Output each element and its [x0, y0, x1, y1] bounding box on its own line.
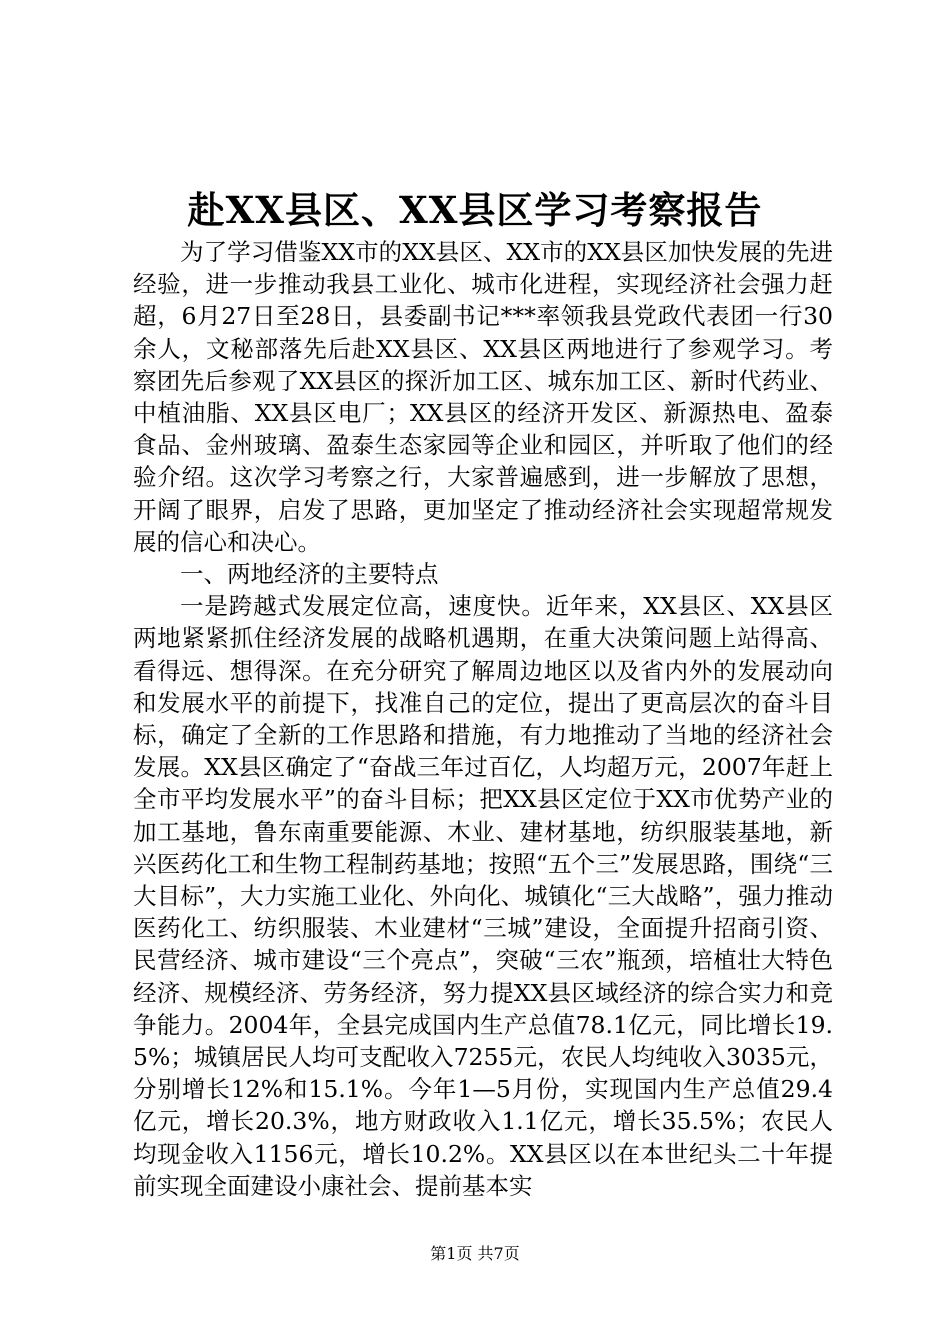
- document-body: [133, 236, 833, 1202]
- intro-paragraph: 为了学习借鉴XX市的XX县区、XX市的XX县区加快发展的先进经验，进一步推动我县工业化、城市化进程，实现经济社会强力赶超，6月27日至28日，县委副书记***率领我县党政代表团一行30余人，文秘部落先后赴XX县区、XX县区两地进行了参观学习。考察团先后参观了XX县区的探沂加工区、城东加工区、新时代药业、中植油脂、XX县区电厂；XX县区的经济开发区、新源热电、盈泰食品、金州玻璃、盈泰生态家园等企业和园区，并听取了他们的经验介绍。这次学习考察之行，大家普遍感到，进一步解放了思想，开阔了眼界，启发了思路，更加坚定了推动经济社会实现超常规发展的信心和决心。: [133, 238, 833, 556]
- body-paragraph: 一是跨越式发展定位高，速度快。近年来，XX县区、XX县区两地紧紧抓住经济发展的战略机遇期，在重大决策问题上站得高、看得远、想得深。在充分研究了解周边地区以及省内外的发展动向和发展水平的前提下，找准自己的定位，提出了更高层次的奋斗目标，确定了全新的工作思路和措施，有力地推动了当地的经济社会发展。XX县区确定了“奋战三年过百亿，人均超万元，2007年赶上全市平均发展水平”的奋斗目标；把XX县区定位于XX市优势产业的加工基地，鲁东南重要能源、木业、建材基地，纺织服装基地，新兴医药化工和生物工程制药基地；按照“五个三”发展思路，围绕“三大目标”，大力实施工业化、外向化、城镇化“三大战略”，强力推动医药化工、纺织服装、木业建材“三城”建设，全面提升招商引资、民营经济、城市建设“三个亮点”，突破“三农”瓶颈，培植壮大特色经济、规模经济、劳务经济，努力提XX县区域经济的综合实力和竞争能力。2004年，全县完成国内生产总值78.1亿元，同比增长19.5%；城镇居民人均可支配收入7255元，农民人均纯收入3035元，分别增长12%和15.1%。今年1—5月份，实现国内生产总值29.4亿元，增长20.3%，地方财政收入1.1亿元，增长35.5%；农民人均现金收入1156元，增长10.2%。XX县区以在本世纪头二十年提前实现全面建设小康社会、提前基本实: [133, 592, 833, 1200]
- section-heading: 一、两地经济的主要特点: [180, 560, 439, 589]
- document-title: 赴XX县区、XX县区学习考察报告: [187, 188, 763, 232]
- page-number: 第1页 共7页: [430, 1244, 520, 1263]
